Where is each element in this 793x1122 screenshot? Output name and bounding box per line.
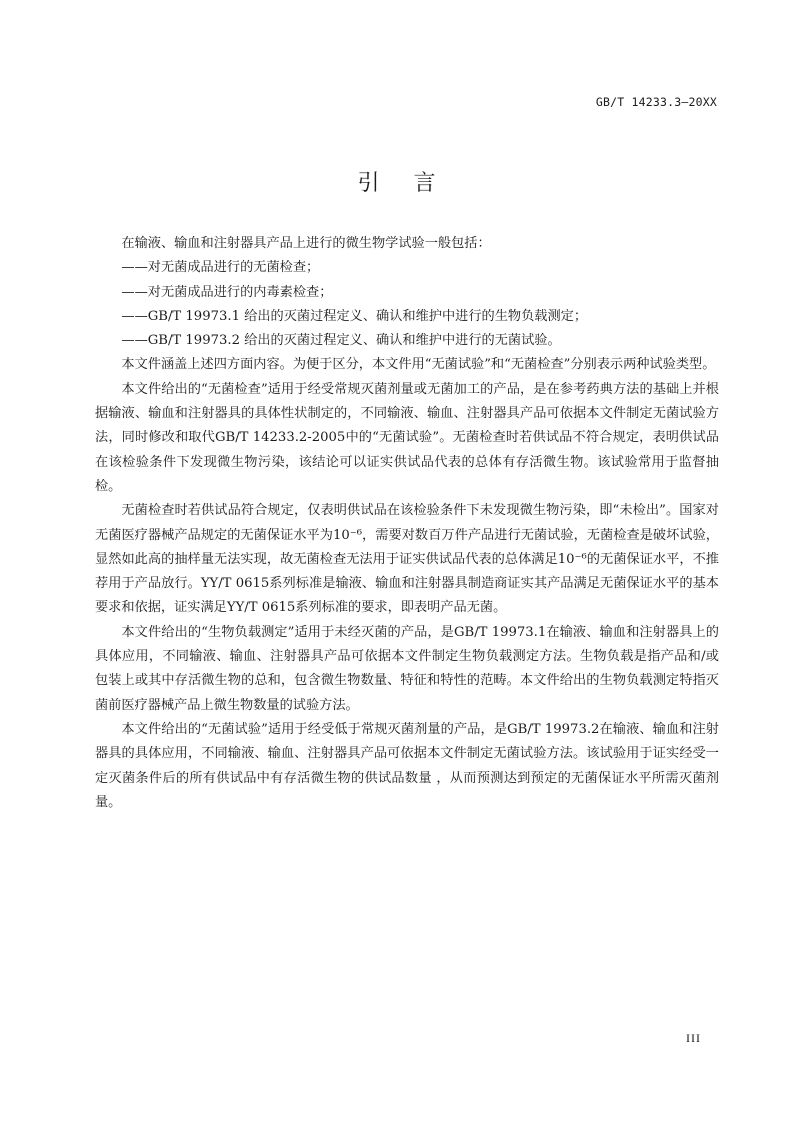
list-item: ——GB/T 19973.2 给出的灭菌过程定义、确认和维护中进行的无菌试验。 xyxy=(121,333,561,349)
introduction-body xyxy=(95,232,719,815)
page-title: 引言 xyxy=(357,171,470,196)
intro-paragraph: 在输液、输血和注射器具产品上进行的微生物学试验一般包括： xyxy=(121,236,491,251)
body-paragraph: 本文件给出的“无菌试验”适用于经受低于常规灭菌剂量的产品，是GB/T 19973.2在输液、输血和注射器具的具体应用，不同输液、输血、注射器具产品可依据本文件制定无菌试验方法。该试验用于证实经受一定灭菌条件后的所有供试品中有存活微生物的供试品数量 ，从而预测达到预定的无菌保证水平所需灭菌剂量。 xyxy=(95,721,719,810)
list-item: ——对无菌成品进行的无菌检查； xyxy=(121,260,320,276)
list-item: ——GB/T 19973.1 给出的灭菌过程定义、确认和维护中进行的生物负载测定； xyxy=(121,308,588,324)
standard-number: GB/T 14233.3—20XX xyxy=(595,95,717,109)
body-paragraph: 本文件给出的“无菌检查”适用于经受常规灭菌剂量或无菌加工的产品，是在参考药典方法的基础上并根据输液、输血和注射器具的具体性状制定的，不同输液、输血、注射器具产品可依据本文件制定无菌试验方法，同时修改和取代GB/T 14233.2-2005中的“无菌试验”。无菌检查时若供试品不符合规定，表明供试品在该检验条件下发现微生物污染，该结论可以证实供试品代表的总体有存活微生物。该试验常用于监督抽检。 xyxy=(95,381,719,494)
body-paragraph: 本文件给出的“生物负载测定”适用于未经灭菌的产品，是GB/T 19973.1在输液、输血和注射器具上的具体应用，不同输液、输血、注射器具产品可依据本文件制定生物负载测定方法。生物负载是指产品和/或包装上或其中存活微生物的总和，包含微生物数量、特征和特性的范畴。本文件给出的生物负载测定特指灭菌前医疗器械产品上微生物数量的试验方法。 xyxy=(95,624,719,713)
body-paragraph: 无菌检查时若供试品符合规定，仅表明供试品在该检验条件下未发现微生物污染，即“未检出”。国家对无菌医疗器械产品规定的无菌保证水平为10⁻⁶，需要对数百万件产品进行无菌试验，无菌检查是破坏试验，显然如此高的抽样量无法实现，故无菌检查无法用于证实供试品代表的总体满足10⁻⁶的无菌保证水平，不推荐用于产品放行。YY/T 0615系列标准是输液、输血和注射器具制造商证实其产品满足无菌保证水平的基本要求和依据，证实满足YY/T 0615系列标准的要求，即表明产品无菌。 xyxy=(95,503,719,616)
page-number: III xyxy=(686,1031,701,1045)
list-item: ——对无菌成品进行的内毒素检查； xyxy=(121,284,333,300)
body-paragraph: 本文件涵盖上述四方面内容。为便于区分，本文件用“无菌试验”和“无菌检查”分别表示两种试验类型。 xyxy=(121,357,716,373)
